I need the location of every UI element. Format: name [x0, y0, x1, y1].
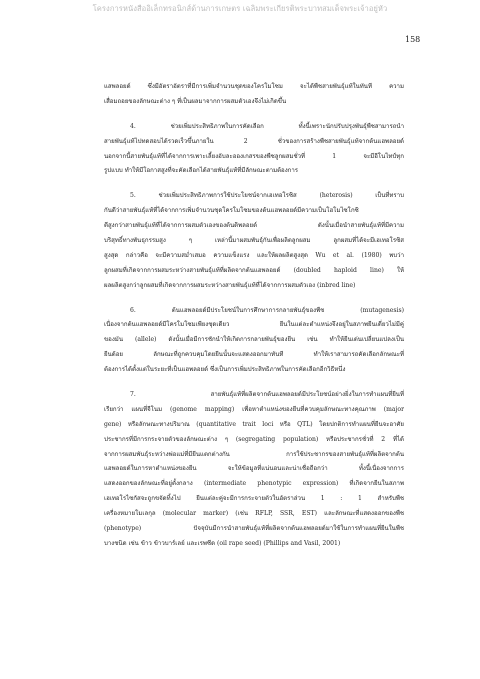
text-line: 5. ช่วยเพิ่มประสิทธิภาพการใช้ประโยชน์จากเฮเทอโรซิส (heterosis) เป็นที่ทราบ	[130, 192, 404, 200]
text-line: แสพลอยด์ ซึ่งมีอัตราอัตราที่มีการเพิ่มจำนวนชุดของโครโมโซม จะได้พืชสายพันธุ์แท้ในทันที ความ	[104, 83, 404, 90]
text-line: เนื่องจากต้นแฮพลอยด์มีโครโมโซมเพียงชุดเดียว ยีนในแต่ละตำแหน่งจึงอยู่ในสภาพยีนเดี่ยวไม่มีคู่	[104, 321, 404, 329]
text-line: นอกจากนี้สายพันธุ์แท้ที่ได้จากการเพาะเลี้ยงอับละอองเกสรของพืชลูกผสมชั่วที่ 1 จะมีอีโนไทป์ทุก	[104, 152, 404, 160]
text-line: แสดงออกของลักษณะที่อยู่ตั้งกลาง (intermediate phenotypic expression) ที่เกิดจากยีนในสภาพ	[104, 480, 404, 488]
text-line: ผลผลิตสูงกว่าลูกผสมที่เกิดจากการผสมระหว่างสายพันธุ์แท้ที่ได้จากการผสมตัวเอง (inbred line)	[104, 281, 356, 289]
paragraph	[104, 120, 404, 180]
text-line: สูงสุด กล่าวคือ จะมีความสม่ำเสมอ ความแข็งแรง และให้ผลผลิตสูงสุด Wu et al. (1980) พบว่า	[104, 251, 404, 259]
text-line: ประชากรที่มีการกระจายตัวของลักษณะต่าง ๆ (segregating population) หรือประชากรชั่วที่ 2 ที่ได้	[104, 435, 404, 443]
paragraph	[104, 80, 404, 110]
text-line: ต้องการได้ตั้งแต่ในระยะที่เป็นแฮพลอยด์ ซึ่งเป็นการเพิ่มประสิทธิภาพในการคัดเลือกอีกวิธีหนึ่ง	[104, 366, 346, 374]
text-line: ของมัน (allele) ดังนั้นเมื่อมีการชักนำให้เกิดการกลายพันธุ์ของยีน เช่น ทำให้ยีนเด่นเปลี่ยนแปลงเป็น	[104, 336, 404, 344]
text-line: เครื่องหมายโมเลกุล (molecular marker) (เช่น RFLP, SSR, EST) และลักษณะที่แสดงออกของพืช	[104, 510, 404, 518]
running-header: โครงการหนังสืออิเล็กทรอนิกส์ด้านการเกษตร เฉลิมพระเกียรติพระบาทสมเด็จพระเจ้าอยู่หัว	[92, 4, 388, 13]
text-line: 4. ช่วยเพิ่มประสิทธิภาพในการคัดเลือก ทั้งนี้เพราะนักปรับปรุงพันธุ์พืชสามารถนำ	[130, 122, 404, 130]
text-line: เฮเทอโรไซกัสจะถูกขจัดทิ้งไป ยีนแต่ละคู่จะมีการกระจายตัวในอัตราส่วน 1 : 1 สำหรับพืช	[104, 495, 404, 503]
text-line: เสื่อมถอยของลักษณะต่าง ๆ ที่เป็นผลมาจากการผสมตัวเองจึงไม่เกิดขึ้น	[104, 97, 287, 105]
text-line: บางชนิด เช่น ข้าว ข้าวบาร์เลย์ และเรพซีด (oil rape seed) (Phillips and Vasil, 2001)	[104, 539, 341, 547]
paragraph	[104, 304, 404, 378]
text-line: ลูกผสมที่เกิดจากการผสมระหว่างสายพันธุ์แท้ที่ผลิตจากต้นแฮพลอยด์ (doubled haploid line) ให้	[104, 266, 404, 274]
document-body	[104, 80, 404, 562]
text-line: 7. สายพันธุ์แท้ที่ผลิตจากต้นแฮพลอยด์มีประโยชน์อย่างยิ่งในการทำแผนที่ยีนที่	[130, 391, 404, 399]
paragraph	[104, 189, 404, 293]
page-number: 158	[405, 35, 421, 44]
text-line: สายพันธุ์แท้ไปทดสอบได้รวดเร็วขึ้นภายใน 2 ชั่วของการสร้างพืชสายพันธุ์แท้จากต้นแฮพลอยด์	[104, 137, 404, 145]
text-line: บริสุทธิ์ทางพันธุกรรมสูง ๆ เหล่านี้มาผสมพันธุ์กันเพื่อผลิตลูกผสม ลูกผสมที่ได้จะมีเฮเทอโรซิส	[104, 237, 404, 245]
text-line: gene) หรือลักษณะทางปริมาณ (quantitative trait loci หรือ QTL) โดยปกติการทำแผนที่ยีนจะอาศัย	[104, 420, 404, 428]
text-line: รูปแบบ ทำให้มีโอกาสสูงที่จะคัดเลือกได้สายพันธุ์แท้ที่มีลักษณะตามต้องการ	[104, 167, 299, 175]
text-line: 6. ต้นแฮพลอยด์มีประโยชน์ในการศึกษาการกลายพันธุ์ของพืช (mutagenesis)	[130, 306, 404, 314]
text-line: (phenotype) ปัจจุบันมีการนำสายพันธุ์แท้ที่ผลิตจากต้นแฮพลอยด์มาใช้ในการทำแผนที่ยีนในพืช	[104, 525, 404, 533]
text-line: กันดีว่าสายพันธุ์แท้ที่ได้จากการเพิ่มจำนวนชุดโครโมโซมของต้นแฮพลอยด์มีความเป็นโฮโมไซโกซิ	[104, 207, 359, 215]
text-line: ยีนด้อย ลักษณะที่ถูกควบคุมโดยยีนนั้นจะแสดงออกมาทันที ทำให้เราสามารถคัดเลือกลักษณะที่	[104, 351, 404, 359]
text-line: เรียกว่า แผนที่จีโนม (genome mapping) เพื่อหาตำแหน่งของยีนที่ควบคุมลักษณะทางคุณภาพ (major	[104, 405, 404, 413]
text-line: ตีสูงกว่าสายพันธุ์แท้ที่ได้จากการผสมตัวเองของต้นดิพลอยด์ ดังนั้นเมื่อนำสายพันธุ์แท้ที่มีความ	[104, 222, 404, 230]
text-line: จากการผสมพันธุ์ระหว่างพ่อแม่ที่มียีนแตกต่างกัน การใช้ประชากรของสายพันธุ์แท้ที่ผลิตจากต้น	[104, 450, 404, 458]
text-line: แฮพลอยด์ในการหาตำแหน่งของยีน จะให้ข้อมูลที่แน่นอนและน่าเชื่อถือกว่า ทั้งนี้เนื่องจากการ	[104, 465, 404, 473]
paragraph	[104, 388, 404, 552]
